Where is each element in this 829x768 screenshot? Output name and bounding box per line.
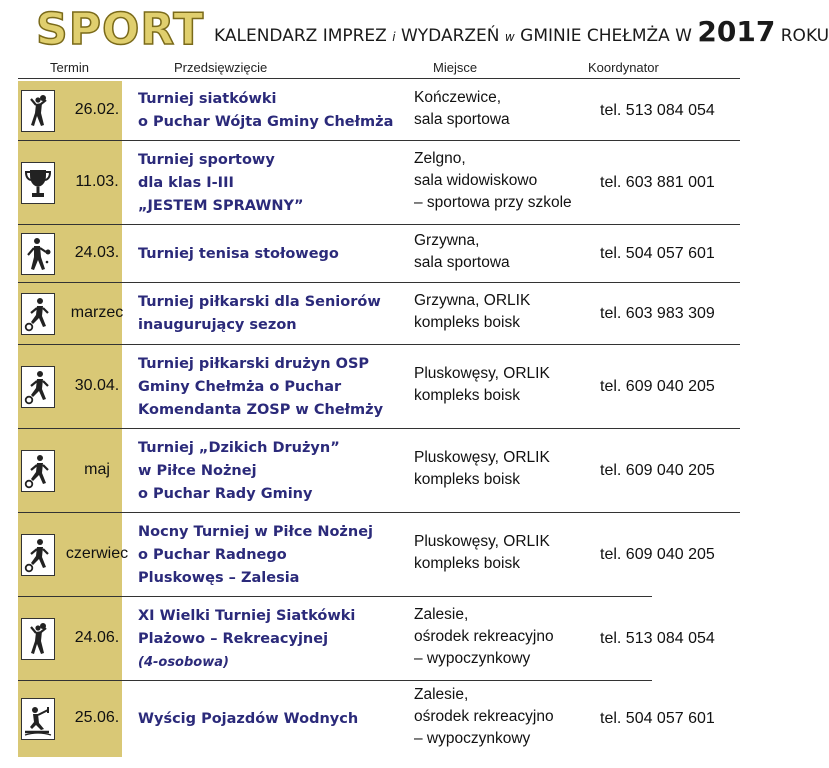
- event-place: [414, 604, 614, 670]
- event-name-line: Pluskowęs – Zalesia: [138, 569, 300, 586]
- event-place: [414, 87, 614, 131]
- event-place-line: Pluskowęsy, ORLIK: [414, 533, 550, 550]
- event-place: [414, 148, 614, 214]
- event-name-line: Turniej „Dzikich Drużyn”: [138, 439, 340, 456]
- column-header-termin: Termin: [50, 60, 90, 75]
- event-date: czerwiec: [65, 545, 129, 562]
- title-part4: ROKU: [780, 26, 829, 46]
- event-name-line: o Puchar Rady Gminy: [138, 485, 313, 502]
- event-row: [18, 345, 740, 429]
- coordinator-phone: tel. 504 057 601: [600, 245, 715, 262]
- event-row: [18, 141, 740, 225]
- event-place-line: Zelgno,: [414, 150, 466, 167]
- event-row: [18, 225, 740, 283]
- event-date: maj: [84, 461, 110, 478]
- coordinator-phone: tel. 513 084 054: [600, 630, 715, 647]
- event-name-line: inaugurujący sezon: [138, 317, 297, 333]
- title-year: 2017: [697, 15, 776, 48]
- event-date: marzec: [70, 304, 124, 321]
- coordinator-phone: tel. 609 040 205: [600, 546, 715, 563]
- football-player-icon: [21, 450, 55, 492]
- event-date: 26.02.: [74, 101, 120, 118]
- event-name: [138, 353, 413, 422]
- event-place: [414, 290, 614, 334]
- event-name-line: Turniej piłkarski dla Seniorów: [138, 294, 381, 310]
- event-place-line: kompleks boisk: [414, 314, 520, 331]
- football-player-icon: [21, 366, 55, 408]
- event-row: [18, 597, 740, 681]
- event-name-line: o Puchar Wójta Gminy Chełmża: [138, 114, 394, 130]
- column-header-przedsiewziecie: Przedsięwzięcie: [174, 60, 268, 75]
- event-place-line: Zalesie,: [414, 686, 469, 703]
- title-w: w: [504, 30, 515, 44]
- event-place: [414, 531, 614, 575]
- event-name-line: Wyścig Pojazdów Wodnych: [138, 710, 359, 727]
- event-row: [18, 429, 740, 513]
- event-place: [414, 684, 614, 750]
- event-row: [18, 81, 740, 141]
- coordinator-phone: tel. 504 057 601: [600, 710, 715, 727]
- event-name-line: Turniej tenisa stołowego: [138, 245, 339, 262]
- event-name: [138, 708, 413, 731]
- event-place-line: ośrodek rekreacyjno: [414, 708, 554, 725]
- title-part1: KALENDARZ IMPREZ: [214, 26, 387, 46]
- event-place-line: Grzywna,: [414, 232, 480, 249]
- event-name: [138, 291, 413, 337]
- event-place-line: kompleks boisk: [414, 387, 520, 404]
- event-name-line: XI Wielki Turniej Siatkówki: [138, 607, 356, 624]
- event-place-line: kompleks boisk: [414, 555, 520, 572]
- event-place-line: Zalesie,: [414, 606, 469, 623]
- event-place-line: – wypoczynkowy: [414, 730, 531, 747]
- volleyball-player-icon: [21, 90, 55, 132]
- event-place-line: Kończewice,: [414, 89, 502, 106]
- event-place-line: – sportowa przy szkole: [414, 194, 572, 211]
- table-tennis-player-icon: [21, 233, 55, 275]
- event-name-line: o Puchar Radnego: [138, 546, 287, 563]
- event-place-line: ośrodek rekreacyjno: [414, 628, 554, 645]
- event-name: [138, 437, 413, 506]
- title-part3: GMINIE CHEŁMŻA W: [520, 26, 692, 46]
- event-place-line: Pluskowęsy, ORLIK: [414, 449, 550, 466]
- event-name: [138, 149, 413, 218]
- event-name-line: Komendanta ZOSP w Chełmży: [138, 401, 384, 418]
- event-place-line: kompleks boisk: [414, 471, 520, 488]
- event-name-line: Nocny Turniej w Piłce Nożnej: [138, 523, 373, 540]
- title-i: i: [392, 30, 396, 44]
- event-name: [138, 521, 413, 590]
- event-name-line: w Piłce Nożnej: [138, 462, 257, 479]
- event-name-line: Turniej siatkówki: [138, 91, 277, 107]
- event-row: [18, 283, 740, 345]
- sport-heading: SPORT: [36, 4, 205, 55]
- football-player-icon: [21, 293, 55, 335]
- coordinator-phone: tel. 513 084 054: [600, 102, 715, 119]
- event-date: 24.06.: [74, 629, 120, 646]
- event-place-line: – wypoczynkowy: [414, 650, 531, 667]
- event-name: [138, 243, 413, 266]
- event-place: [414, 230, 614, 274]
- coordinator-phone: tel. 603 881 001: [600, 174, 715, 191]
- event-name: [138, 88, 413, 134]
- header-rule: [18, 78, 740, 79]
- trophy-icon: [21, 162, 55, 204]
- column-header-miejsce: Miejsce: [433, 60, 478, 75]
- football-player-icon: [21, 534, 55, 576]
- event-place-line: Grzywna, ORLIK: [414, 292, 531, 309]
- event-date: 24.03.: [74, 244, 120, 261]
- event-date: 11.03.: [75, 173, 119, 190]
- event-date: 30.04.: [74, 377, 120, 394]
- event-place-line: sala sportowa: [414, 254, 510, 271]
- event-name: [138, 605, 413, 674]
- page-title: [214, 15, 829, 48]
- event-name-line: Turniej sportowy: [138, 151, 275, 168]
- event-place-line: sala sportowa: [414, 111, 510, 128]
- event-place-line: sala widowiskowo: [414, 172, 538, 189]
- event-place: [414, 447, 614, 491]
- title-part2: WYDARZEŃ: [400, 26, 500, 46]
- coordinator-phone: tel. 609 040 205: [600, 462, 715, 479]
- event-name-line: Turniej piłkarski drużyn OSP: [138, 355, 370, 372]
- event-name-line: dla klas I-III: [138, 174, 234, 191]
- coordinator-phone: tel. 609 040 205: [600, 378, 715, 395]
- event-place-line: Pluskowęsy, ORLIK: [414, 365, 550, 382]
- event-date: 25.06.: [74, 709, 120, 726]
- volleyball-player-icon: [21, 618, 55, 660]
- column-header-koordynator: Koordynator: [588, 60, 659, 75]
- event-name-line: „JESTEM SPRAWNY”: [138, 197, 304, 214]
- event-row: [18, 681, 740, 757]
- event-name-line: Gminy Chełmża o Puchar: [138, 378, 342, 395]
- event-place: [414, 363, 614, 407]
- event-name-line: Plażowo – Rekreacyjnej: [138, 630, 329, 647]
- coordinator-phone: tel. 603 983 309: [600, 305, 715, 322]
- event-note: (4-osobowa): [138, 654, 229, 670]
- water-skier-icon: [21, 698, 55, 740]
- event-row: [18, 513, 740, 597]
